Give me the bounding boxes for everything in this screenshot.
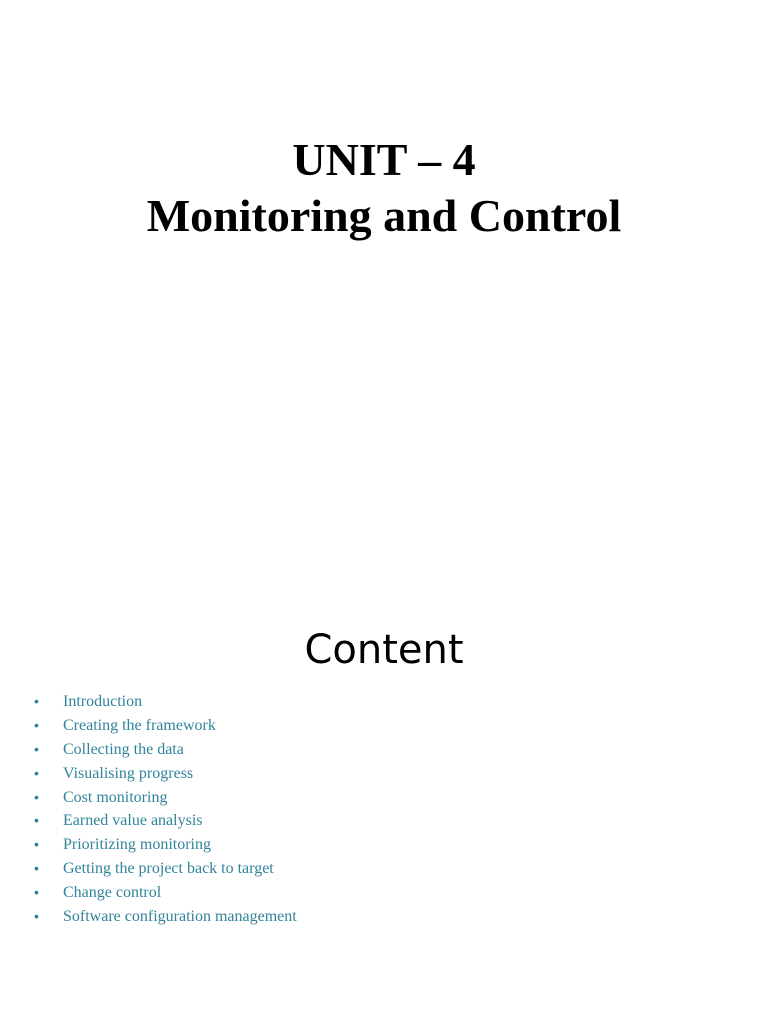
list-item-label: Creating the framework: [63, 716, 216, 734]
unit-topic-heading: Monitoring and Control: [146, 190, 622, 241]
list-item-label: Getting the project back to target: [63, 860, 274, 878]
list-item: [34, 789, 297, 813]
list-item-label: Cost monitoring: [63, 788, 168, 806]
list-item: [34, 860, 297, 884]
content-list: [34, 693, 297, 932]
list-item: [34, 717, 297, 741]
list-item-label: Visualising progress: [63, 764, 194, 782]
list-item: [34, 765, 297, 789]
list-item: [34, 812, 297, 836]
bullet-icon: •: [34, 788, 39, 805]
content-heading: Content: [304, 627, 464, 673]
list-item-label: Collecting the data: [63, 740, 184, 758]
list-item: [34, 741, 297, 765]
bullet-icon: •: [34, 884, 39, 901]
bullet-icon: •: [34, 693, 39, 709]
bullet-icon: •: [34, 740, 39, 757]
list-item-label: Software configuration management: [63, 908, 297, 926]
content-slide: [0, 576, 768, 1024]
list-item-label: Earned value analysis: [63, 812, 203, 830]
list-item-label: Prioritizing monitoring: [63, 836, 211, 854]
list-item: [34, 908, 297, 932]
bullet-icon: •: [34, 716, 39, 733]
bullet-icon: •: [34, 908, 39, 925]
list-item-label: Introduction: [63, 693, 143, 710]
list-item: [34, 884, 297, 908]
list-item: [34, 836, 297, 860]
bullet-icon: •: [34, 860, 39, 877]
list-item: [34, 693, 297, 717]
bullet-icon: •: [34, 764, 39, 781]
unit-title: [0, 132, 768, 244]
bullet-icon: •: [34, 836, 39, 853]
bullet-icon: •: [34, 812, 39, 829]
unit-number-heading: UNIT – 4: [292, 134, 476, 185]
list-item-label: Change control: [63, 884, 162, 902]
